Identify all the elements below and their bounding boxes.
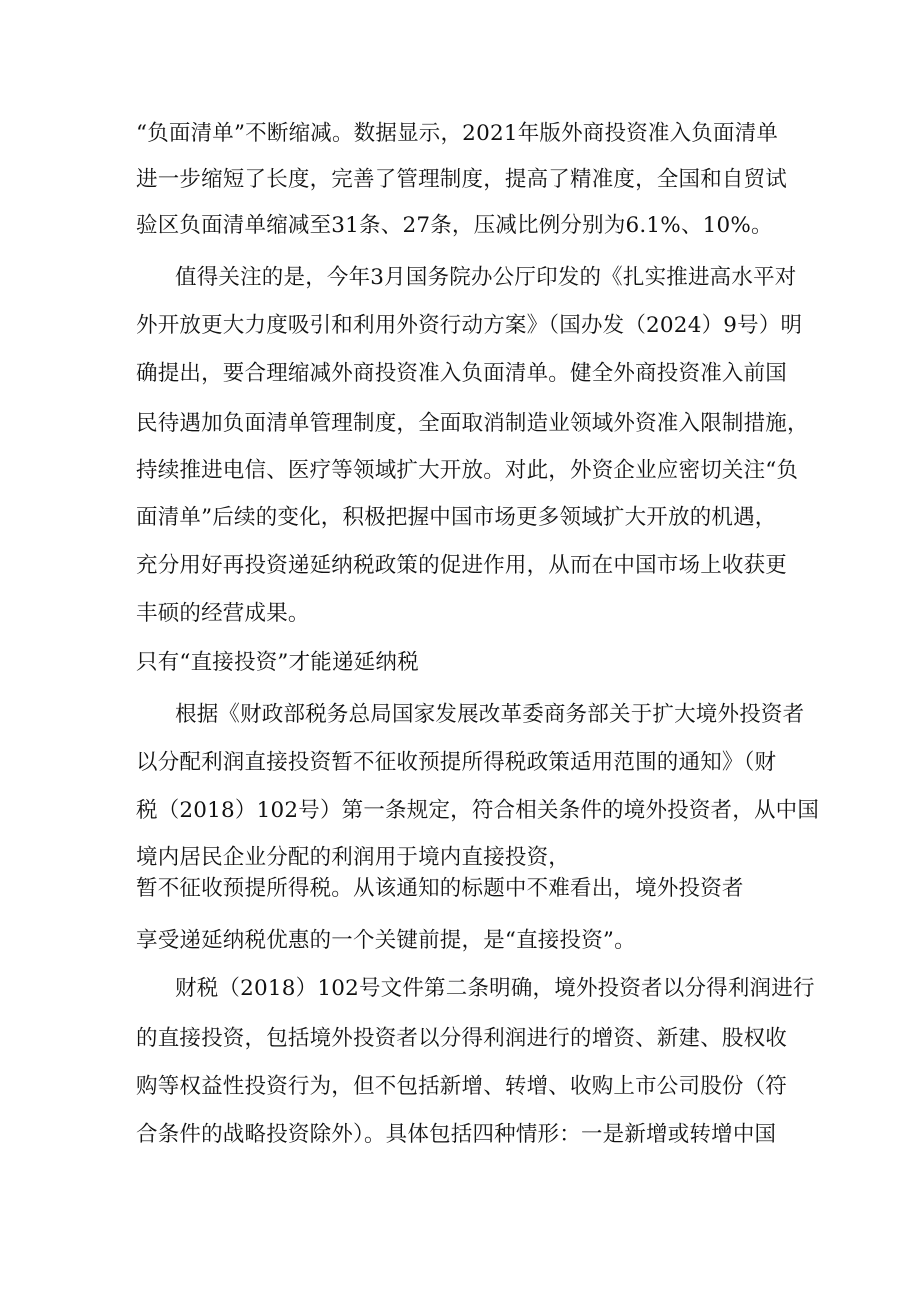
paragraph-line: 进一步缩短了长度，完善了管理制度，提高了精准度，全国和自贸试 — [136, 167, 788, 192]
paragraph-line: 境内居民企业分配的利润用于境内直接投资， — [136, 845, 571, 870]
paragraph-line: 购等权益性投资行为，但不包括新增、转增、收购上市公司股份（符 — [136, 1074, 788, 1099]
paragraph-line: 根据《财政部税务总局国家发展改革委商务部关于扩大境外投资者 — [175, 702, 805, 727]
section-heading: 只有“直接投资”才能递延纳税 — [136, 650, 419, 675]
paragraph-line: 享受递延纳税优惠的一个关键前提，是“直接投资”。 — [136, 928, 636, 953]
paragraph-line: 持续推进电信、医疗等领域扩大开放。对此，外资企业应密切关注“负 — [136, 458, 799, 483]
paragraph-line: 民待遇加负面清单管理制度，全面取消制造业领域外资准入限制措施， — [136, 411, 809, 436]
paragraph-line: 财税（2018）102号文件第二条明确，境外投资者以分得利润进行 — [175, 976, 815, 1001]
paragraph-line: 验区负面清单缩减至31条、27条，压减比例分别为6.1%、10%。 — [136, 213, 773, 238]
paragraph-line: 外开放更大力度吸引和利用外资行动方案》（国办发（2024）9号）明 — [136, 313, 803, 338]
paragraph-line: 合条件的战略投资除外）。具体包括四种情形：一是新增或转增中国 — [136, 1122, 777, 1147]
paragraph-line: 值得关注的是，今年3月国务院办公厅印发的《扎实推进高水平对 — [175, 265, 797, 290]
paragraph-line: 的直接投资，包括境外投资者以分得利润进行的增资、新建、股权收 — [136, 1026, 788, 1051]
paragraph-line: 暂不征收预提所得税。从该通知的标题中不难看出，境外投资者 — [136, 876, 744, 901]
paragraph-line: “负面清单”不断缩减。数据显示，2021年版外商投资准入负面清单 — [136, 121, 779, 146]
paragraph-line: 丰硕的经营成果。 — [136, 601, 310, 626]
paragraph-line: 税（2018）102号）第一条规定，符合相关条件的境外投资者，从中国 — [136, 798, 820, 823]
paragraph-line: 确提出，要合理缩减外商投资准入负面清单。健全外商投资准入前国 — [136, 361, 788, 386]
paragraph-line: 充分用好再投资递延纳税政策的促进作用，从而在中国市场上收获更 — [136, 553, 788, 578]
paragraph-line: 以分配利润直接投资暂不征收预提所得税政策适用范围的通知》（财 — [136, 750, 777, 775]
paragraph-line: 面清单”后续的变化，积极把握中国市场更多领域扩大开放的机遇， — [136, 505, 777, 530]
